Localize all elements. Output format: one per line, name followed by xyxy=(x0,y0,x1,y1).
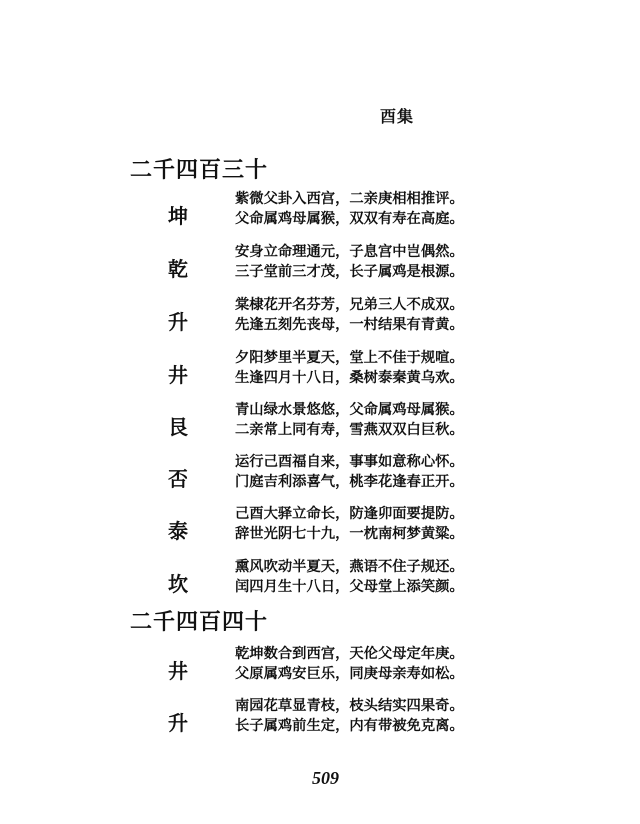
verse-line: 父原属鸡安巨乐，同庚母亲寿如松。 xyxy=(235,666,464,682)
verse-entry xyxy=(0,243,640,287)
verse-entry xyxy=(0,645,640,689)
verse-line: 安身立命理通元，子息宫中岂偶然。 xyxy=(235,244,464,260)
gua-label: 艮 xyxy=(168,415,188,439)
section-title: 二千四百四十 xyxy=(130,609,269,635)
verse-entry xyxy=(0,505,640,549)
gua-label: 乾 xyxy=(168,257,188,281)
verse-line: 熏风吹动半夏天，燕语不住子规还。 xyxy=(235,559,464,575)
verse-line: 生逢四月十八日，桑树泰秦黄乌欢。 xyxy=(235,370,464,386)
verse-line: 己酉大驿立命长，防逢卯面要提防。 xyxy=(235,506,464,522)
verse-entry xyxy=(0,190,640,234)
gua-label: 升 xyxy=(168,310,188,334)
running-head: 酉集 xyxy=(380,107,415,126)
verse-line: 长子属鸡前生定，内有带被免克离。 xyxy=(235,718,464,734)
verse-line: 闰四月生十八日，父母堂上添笑颜。 xyxy=(235,579,464,595)
gua-label: 坤 xyxy=(168,204,188,228)
section-title: 二千四百三十 xyxy=(130,157,269,183)
verse-line: 父命属鸡母属猴，双双有寿在高庭。 xyxy=(235,211,464,227)
gua-label: 泰 xyxy=(168,519,188,543)
gua-label: 升 xyxy=(168,711,188,735)
verse-entry xyxy=(0,697,640,741)
verse-line: 棠棣花开名芬芳，兄弟三人不成双。 xyxy=(235,297,464,313)
verse-entry xyxy=(0,558,640,602)
gua-label: 井 xyxy=(168,659,188,683)
page-number: 509 xyxy=(312,768,339,788)
verse-entry xyxy=(0,349,640,393)
verse-entry xyxy=(0,453,640,497)
verse-line: 辞世光阴七十九，一枕南柯梦黄粱。 xyxy=(235,526,464,542)
verse-line: 三子堂前三才茂，长子属鸡是根源。 xyxy=(235,264,464,280)
verse-line: 紫微父卦入西宫，二亲庚相相推评。 xyxy=(235,191,464,207)
verse-line: 二亲常上同有寿，雪燕双双白巨秋。 xyxy=(235,422,464,438)
gua-label: 坎 xyxy=(168,572,188,596)
verse-line: 先逢五刻先丧母，一村结果有青黄。 xyxy=(235,317,464,333)
verse-line: 乾坤数合到西宫，天伦父母定年庚。 xyxy=(235,646,464,662)
verse-line: 南园花草显青枝，枝头结实四果奇。 xyxy=(235,698,464,714)
gua-label: 井 xyxy=(168,363,188,387)
verse-entry xyxy=(0,401,640,445)
verse-line: 运行己酉福自来，事事如意称心怀。 xyxy=(235,454,464,470)
verse-entry xyxy=(0,296,640,340)
verse-line: 青山绿水景悠悠，父命属鸡母属猴。 xyxy=(235,402,464,418)
verse-line: 夕阳梦里半夏天，堂上不佳于规喧。 xyxy=(235,350,464,366)
gua-label: 否 xyxy=(168,467,188,491)
verse-line: 门庭吉利添喜气，桃李花逢春正开。 xyxy=(235,474,464,490)
